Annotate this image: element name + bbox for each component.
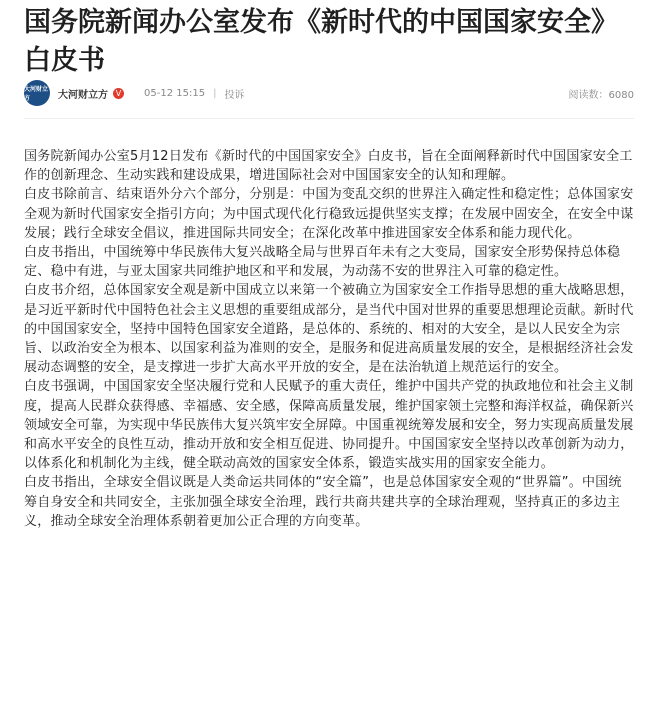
author-name[interactable]: 大河财立方 xyxy=(58,89,108,101)
paragraph: 白皮书指出，全球安全倡议既是人类命运共同体的“安全篇”，也是总体国家安全观的“世界篇”。中国统筹自身安全和共同安全，主张加强全球安全治理，践行共商共建共享的全球治理观，坚持真正的多边主义，推动全球安全治理体系朝着更加公正合理的方向变革。 xyxy=(24,475,622,529)
article-meta xyxy=(24,80,634,106)
meta-divider xyxy=(24,118,634,119)
publish-time: 05-12 15:15 xyxy=(144,87,206,99)
author-avatar[interactable] xyxy=(24,80,50,106)
article-body xyxy=(24,147,634,531)
read-count: 阅读数：6080 xyxy=(568,89,634,101)
paragraph: 白皮书介绍，总体国家安全观是新中国成立以来第一个被确立为国家安全工作指导思想的重大战略思想，是习近平新时代中国特色社会主义思想的重要组成部分，是当代中国对世界的重要思想理论贡献。新时代的中国国家安全，坚持中国特色国家安全道路，是总体的、系统的、相对的大安全，是以人民安全为宗旨、以政治安全为根本、以国家利益为准则的安全，是服务和促进高质量发展的安全，是根据经济社会发展动态调整的安全，是支撑进一步扩大高水平开放的安全，是在法治轨道上规范运行的安全。 xyxy=(24,283,634,376)
verified-icon: V xyxy=(113,88,124,99)
paragraph: 白皮书强调，中国国家安全坚决履行党和人民赋予的重大责任，维护中国共产党的执政地位和社会主义制度，提高人民群众获得感、幸福感、安全感，保障高质量发展，维护国家领土完整和海洋权益，确保新兴领域安全可靠，为实现中华民族伟大复兴筑牢安全屏障。中国重视统筹发展和安全，努力实现高质量发展和高水平安全的良性互动，推动开放和安全相互促进、协同提升。中国国家安全坚持以改革创新为动力，以体系化和机制化为主线，健全联动高效的国家安全体系，锻造实战实用的国家安全能力。 xyxy=(24,379,634,472)
meta-separator: | xyxy=(213,87,217,99)
paragraph: 白皮书指出，中国统筹中华民族伟大复兴战略全局与世界百年未有之大变局，国家安全形势保持总体稳定、稳中有进，与亚太国家共同维护地区和平和发展，为动荡不安的世界注入可靠的稳定性。 xyxy=(24,245,621,280)
paragraph: 国务院新闻办公室5月12日发布《新时代的中国国家安全》白皮书，旨在全面阐释新时代中国国家安全工作的创新理念、生动实践和建设成果，增进国际社会对中国国家安全的认知和理解。 xyxy=(24,149,633,184)
article-title: 国务院新闻办公室发布《新时代的中国国家安全》白皮书 xyxy=(24,7,618,76)
avatar-logo-text: 大河财立方 xyxy=(24,86,49,102)
paragraph: 白皮书除前言、结束语外分六个部分，分别是：中国为变乱交织的世界注入确定性和稳定性；总体国家安全观为新时代国家安全指引方向；为中国式现代化行稳致远提供坚实支撑；在发展中固安全，在安全中谋发展；践行全球安全倡议，推进国际共同安全；在深化改革中推进国家安全体系和能力现代化。 xyxy=(24,187,634,241)
report-link[interactable]: 投诉 xyxy=(224,89,245,101)
